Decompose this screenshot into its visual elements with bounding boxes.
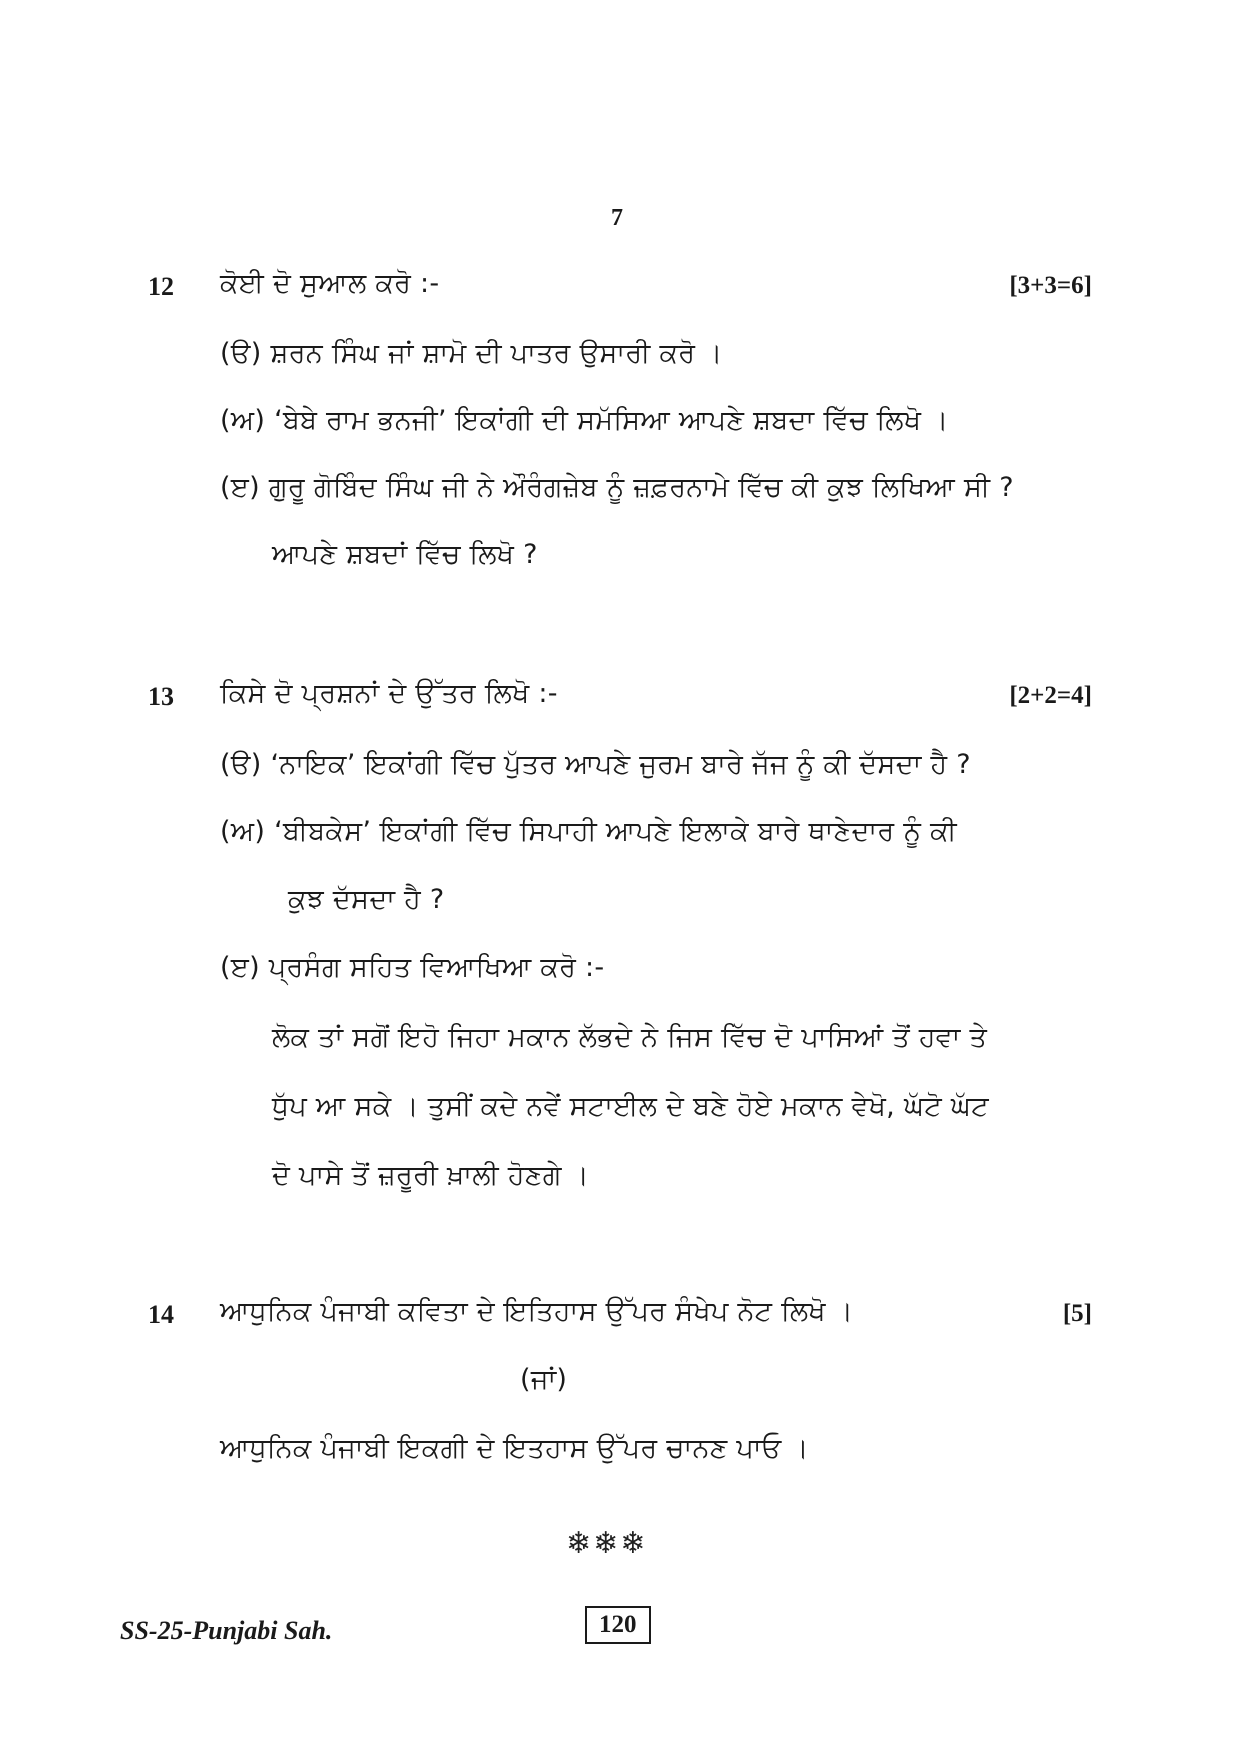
question-number: 12 [148,272,174,301]
end-separator: ❄❄❄ [566,1526,648,1561]
page-box-number: 120 [585,1606,651,1644]
question-part: (ਅ) ‘ਬੀਬਕੇਸ’ ਇਕਾਂਗੀ ਵਿੱਚ ਸਿਪਾਹੀ ਆਪਣੇ ਇਲਾਕੇ ਬਾਰੇ ਥਾਣੇਦਾਰ ਨੂੰ ਕੀ [220,816,957,847]
paper-code: SS-25-Punjabi Sah. [120,1616,333,1645]
question-heading: ਕਿਸੇ ਦੋ ਪ੍ਰਸ਼ਨਾਂ ਦੇ ਉੱਤਰ ਲਿਖੋ :- [220,678,558,709]
question-marks: [5] [1062,1300,1092,1327]
question-number: 13 [148,682,174,711]
question-number: 14 [148,1300,174,1329]
question-part: (ਅ) ‘ਬੇਬੇ ਰਾਮ ਭਨਜੀ’ ਇਕਾਂਗੀ ਦੀ ਸਮੱਸਿਆ ਆਪਣੇ ਸ਼ਬਦਾ ਵਿੱਚ ਲਿਖੋ । [220,405,949,436]
question-heading: ਕੋਈ ਦੋ ਸੁਆਲ ਕਰੋ :- [220,268,440,299]
question-part: (ੲ) ਗੁਰੂ ਗੋਬਿੰਦ ਸਿੰਘ ਜੀ ਨੇ ਔਰੰਗਜ਼ੇਬ ਨੂੰ ਜ਼ਫ਼ਰਨਾਮੇ ਵਿੱਚ ਕੀ ਕੁਝ ਲਿਖਿਆ ਸੀ ? [220,472,1014,503]
question-marks: [2+2=4] [1009,682,1092,709]
passage-line: ਲੋਕ ਤਾਂ ਸਗੋਂ ਇਹੋ ਜਿਹਾ ਮਕਾਨ ਲੱਭਦੇ ਨੇ ਜਿਸ ਵਿੱਚ ਦੋ ਪਾਸਿਆਂ ਤੋਂ ਹਵਾ ਤੇ [272,1022,988,1053]
question-part-continuation: ਕੁਝ ਦੱਸਦਾ ਹੈ ? [288,884,445,915]
page-number: 7 [611,205,623,231]
passage-line: ਧੁੱਪ ਆ ਸਕੇ । ਤੁਸੀਂ ਕਦੇ ਨਵੇਂ ਸਟਾਈਲ ਦੇ ਬਣੇ ਹੋਏ ਮਕਾਨ ਵੇਖੋ, ਘੱਟੋ ਘੱਟ [272,1091,989,1122]
question-part: (ੲ) ਪ੍ਰਸੰਗ ਸਹਿਤ ਵਿਆਖਿਆ ਕਰੋ :- [220,952,605,983]
question-part: (ੳ) ‘ਨਾਇਕ’ ਇਕਾਂਗੀ ਵਿੱਚ ਪੁੱਤਰ ਆਪਣੇ ਜੁਰਮ ਬਾਰੇ ਜੱਜ ਨੂੰ ਕੀ ਦੱਸਦਾ ਹੈ ? [220,749,971,780]
question-part: (ੳ) ਸ਼ਰਨ ਸਿੰਘ ਜਾਂ ਸ਼ਾਮੋ ਦੀ ਪਾਤਰ ਉਸਾਰੀ ਕਰੋ । [220,338,723,369]
question-marks: [3+3=6] [1009,272,1092,299]
question-part-continuation: ਆਪਣੇ ਸ਼ਬਦਾਂ ਵਿੱਚ ਲਿਖੋ ? [272,539,538,570]
question-heading: ਆਧੁਨਿਕ ਪੰਜਾਬੀ ਕਵਿਤਾ ਦੇ ਇਤਿਹਾਸ ਉੱਪਰ ਸੰਖੇਪ ਨੋਟ ਲਿਖੋ । [220,1296,854,1327]
passage-line: ਦੋ ਪਾਸੇ ਤੋਂ ਜ਼ਰੂਰੀ ਖ਼ਾਲੀ ਹੋਣਗੇ । [272,1160,590,1191]
alternative-question: ਆਧੁਨਿਕ ਪੰਜਾਬੀ ਇਕਗੀ ਦੇ ਇਤਹਾਸ ਉੱਪਰ ਚਾਨਣ ਪਾਓ । [220,1433,809,1464]
or-label: (ਜਾਂ) [520,1364,568,1395]
